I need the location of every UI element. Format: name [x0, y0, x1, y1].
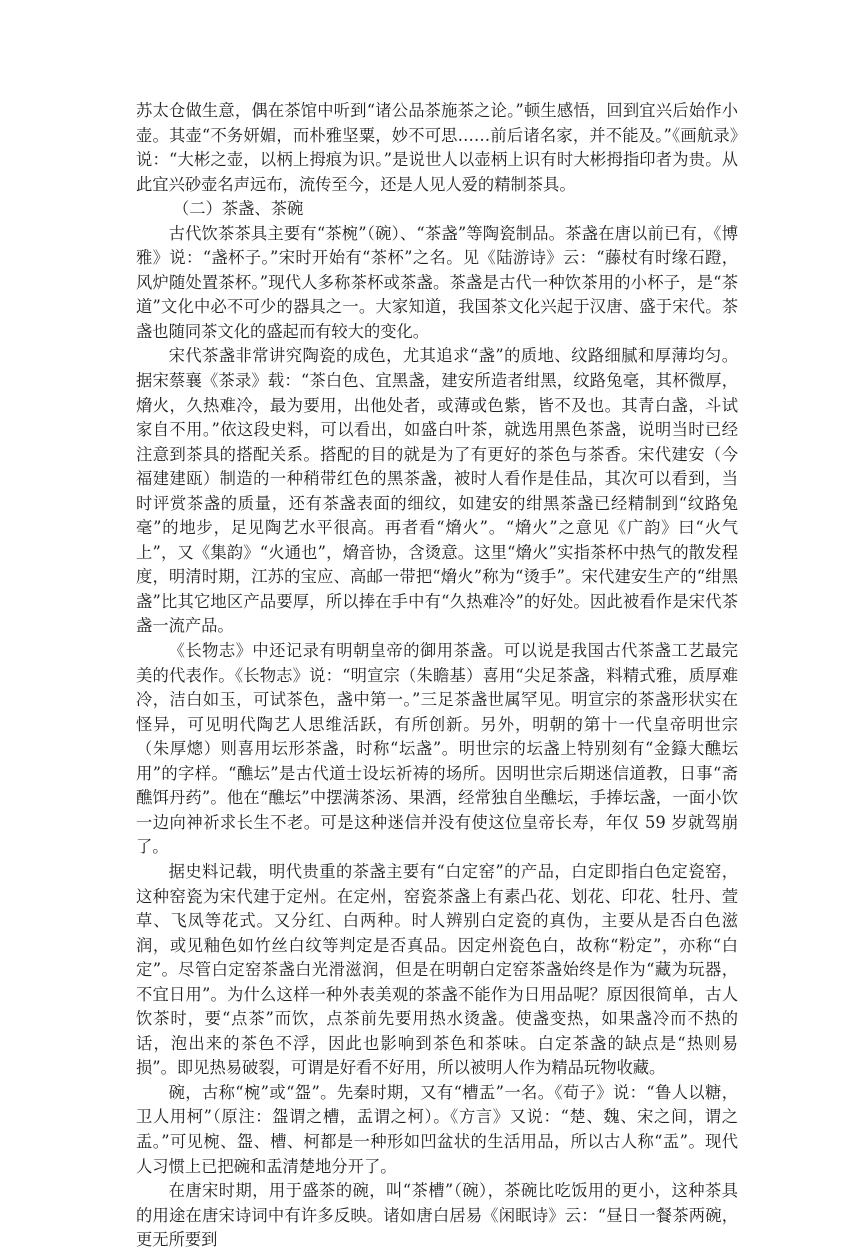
paragraph-yixing-teapot: 苏太仓做生意，偶在茶馆中听到“诸公品茶施茶之论。”顿生感悟，回到宜兴后始作小壶。其壶“不务妍媚，而朴雅坚粟，妙不可思……前后诸名家，并不能及。”《画航录》说：“大彬之壶，以柄上拇痕为识。”是说世人以壶柄上识有时大彬拇指印者为贵。从此宜兴砂壶名声远布，流传至今，还是人见人爱的精制茶具。 — [136, 101, 738, 194]
paragraph-ming-imperial-cups: 《长物志》中还记录有明朝皇帝的御用茶盏。可以说是我国古代茶盏工艺最完美的代表作。《长物志》说：“明宣宗（朱瞻基）喜用“尖足茶盏，料精式雅，质厚难冷，洁白如玉，可试茶色，盏中第一。”三足茶盏世属罕见。明宣宗的茶盏形状实在怪异，可见明代陶艺人思维活跃，有所创新。另外，明朝的第十一代皇帝明世宗（朱厚熜）则喜用坛形茶盏，时称“坛盏”。明世宗的坛盏上特别刻有“金籙大醮坛用”的字样。“醮坛”是古代道士设坛祈祷的场所。因明世宗后期迷信道教，日事“斋醮饵丹药”。他在“醮坛”中摆满茶汤、果酒，经常独自坐醮坛，手捧坛盏，一面小饮一边向神祈求长生不老。可是这种迷信并没有使这位皇帝长寿，年仅 59 岁就驾崩了。 — [136, 641, 738, 857]
paragraph-white-ding-ware: 据史料记载，明代贵重的茶盏主要有“白定窑”的产品，白定即指白色定瓷窑，这种窑瓷为宋代建于定州。在定州，窑瓷茶盏上有素凸花、划花、印花、牡丹、萱草、飞凤等花式。又分红、白两种。时人辨别白定瓷的真伪，主要从是否白色滋润，或见釉色如竹丝白纹等判定是否真品。因定州瓷色白，故称“粉定”，亦称“白定”。尽管白定窑茶盏白光滑滋润，但是在明朝白定窑茶盏始终是作为“藏为玩器，不宜日用”。为什么这样一种外表美观的茶盏不能作为日用品呢？原因很简单，古人饮茶时，要“点茶”而饮，点茶前先要用热水烫盏。使盏变热，如果盏冷而不热的话，泡出来的茶色不浮，因此也影响到茶色和茶味。白定茶盏的缺点是“热则易损”。即见热易破裂，可谓是好看不好用，所以被明人作为精品玩物收藏。 — [136, 861, 738, 1078]
paragraph-song-dynasty-cups: 宋代茶盏非常讲究陶瓷的成色，尤其追求“盏”的质地、纹路细腻和厚薄均匀。据宋蔡襄《茶录》载：“茶白色、宜黑盏，建安所造者绀黑，纹路兔毫，其杯微厚，熁火，久热难冷，最为要用，出他处者，或薄或色紫，皆不及也。其青白盏，斗试家自不用。”依这段史料，可以看出，如盛白叶茶，就选用黑色茶盏，说明当时已经注意到茶具的搭配关系。搭配的目的就是为了有更好的茶色与茶香。宋代建安（今福建建瓯）制造的一种稍带红色的黑茶盏，被时人看作是佳品，其次可以看到，当时评赏茶盏的质量，还有茶盏表面的细纹，如建安的绀黑茶盏已经精制到“纹路兔毫”的地步，足见陶艺水平很高。再者看“熁火”。“熁火”之意见《广韵》曰“火气上”，又《集韵》“火通也”，熁音协，含烫意。这里“熁火”实指茶杯中热气的散发程度，明清时期，江苏的宝应、高邮一带把“熁火”称为“烫手”。宋代建安生产的“绀黑盏”比其它地区产品要厚，所以捧在手中有“久热难冷”的好处。因此被看作是宋代茶盏一流产品。 — [136, 346, 738, 636]
paragraph-ancient-tea-ware: 古代饮茶茶具主要有“茶椀”（碗）、“茶盏”等陶瓷制品。茶盏在唐以前已有，《博雅》说：“盏杯子。”宋时开始有“茶杯”之名。见《陆游诗》云：“藤杖有时缘石蹬，风炉随处置茶杯。”现代人多称茶杯或茶盏。茶盏是古代一种饮茶用的小杯子，是“茶道”文化中必不可少的器具之一。大家知道，我国茶文化兴起于汉唐、盛于宋代。茶盏也随同茶文化的盛起而有较大的变化。 — [136, 223, 738, 341]
paragraph-bowl-etymology: 碗，古称“椀”或“盌”。先秦时期，又有“槽盂”一名。《荀子》说：“鲁人以糖，卫人用柯”（原注：盌谓之槽，盂谓之柯）。《方言》又说：“楚、魏、宋之间，谓之盂。”可见椀、盌、槽、柯都是一种形如凹盆状的生活用品，所以古人称“盂”。现代人习惯上已把碗和盂清楚地分开了。 — [136, 1082, 738, 1176]
section-heading-tea-cups-bowls: （二）茶盏、茶碗 — [173, 199, 304, 219]
paragraph-tang-song-tea-bowls: 在唐宋时期，用于盛茶的碗，叫“茶槽”（碗），茶碗比吃饭用的更小，这种茶具的用途在唐宋诗词中有许多反映。诸如唐白居易《闲眠诗》云：“昼日一餐茶两碗，更无所要到 — [136, 1181, 738, 1250]
document-page — [136, 99, 738, 1253]
